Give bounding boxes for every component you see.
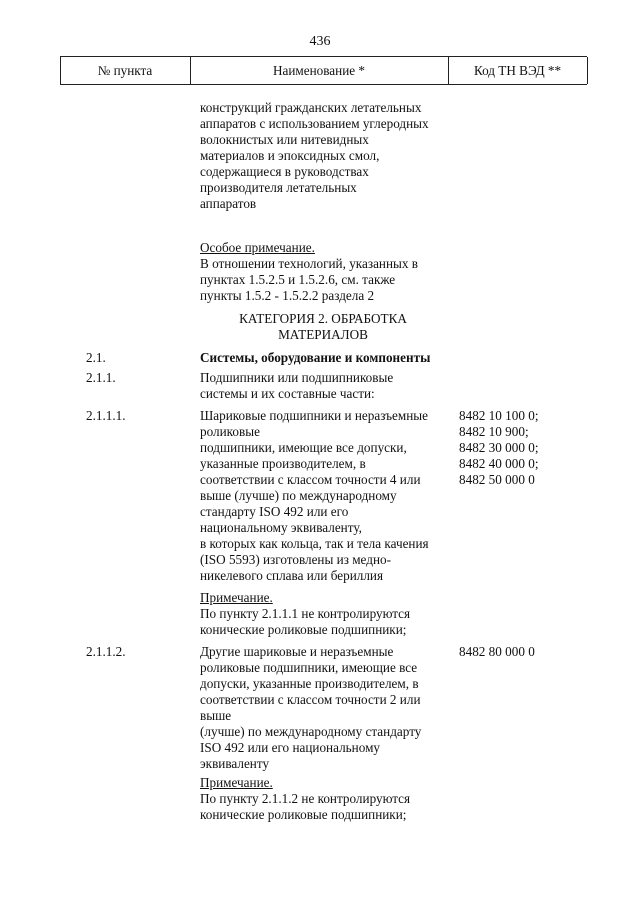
special-note <box>200 240 418 304</box>
text-line: соответствии с классом точности 2 или <box>200 692 421 707</box>
tn-ved-code: 8482 10 100 0; <box>459 408 539 423</box>
text-line: (лучше) по международному стандарту <box>200 724 422 739</box>
text-line: производителя летательных <box>200 180 357 195</box>
text-line: волокнистых или нитевидных <box>200 132 369 147</box>
item-description <box>200 408 429 584</box>
text-line: подшипники, имеющие все допуски, <box>200 440 407 455</box>
tn-ved-code: 8482 50 000 0 <box>459 472 535 487</box>
header-divider <box>587 57 588 84</box>
text-line: По пункту 2.1.1.2 не контролируются <box>200 791 411 806</box>
text-line: пунктах 1.5.2.5 и 1.5.2.6, см. также <box>200 272 396 287</box>
item-number: 2.1.1.1. <box>86 408 126 423</box>
category-line: КАТЕГОРИЯ 2. ОБРАБОТКА <box>239 311 407 326</box>
text-line: системы и их составные части: <box>200 386 375 401</box>
tn-ved-code: 8482 10 900; <box>459 424 529 439</box>
tn-ved-code: 8482 30 000 0; <box>459 440 539 455</box>
text-line: Подшипники или подшипниковые <box>200 370 394 385</box>
text-line: в которых как кольца, так и тела качения <box>200 536 429 551</box>
text-line: допуски, указанные производителем, в <box>200 676 419 691</box>
note <box>200 775 410 823</box>
text-line: аппаратов с использованием углеродных <box>200 116 429 131</box>
tn-ved-code: 8482 40 000 0; <box>459 456 539 471</box>
note-title: Примечание. <box>200 775 273 790</box>
text-line: выше (лучше) по международному <box>200 488 397 503</box>
text-line: Шариковые подшипники и неразъемные <box>200 408 428 423</box>
tn-ved-codes <box>459 644 535 660</box>
text-line: содержащиеся в руководствах <box>200 164 369 179</box>
text-line: конструкций гражданских летательных <box>200 100 422 115</box>
item-description <box>200 370 393 402</box>
text-line: ISO 492 или его национальному <box>200 740 381 755</box>
header-col-name: Наименование * <box>272 63 366 78</box>
category-heading <box>200 311 446 343</box>
header-bottom-rule <box>60 84 587 85</box>
text-line: соответствии с классом точности 4 или <box>200 472 421 487</box>
note-title: Примечание. <box>200 590 273 605</box>
note <box>200 590 410 638</box>
text-line: роликовые подшипники, имеющие все <box>200 660 418 675</box>
text-line: стандарту ISO 492 или его <box>200 504 349 519</box>
text-line: выше <box>200 708 232 723</box>
text-line: По пункту 2.1.1.1 не контролируются <box>200 606 411 621</box>
text-line: конические роликовые подшипники; <box>200 622 407 637</box>
text-line: материалов и эпоксидных смол, <box>200 148 380 163</box>
header-col-code: Код ТН ВЭД ** <box>473 63 562 78</box>
tn-ved-codes <box>459 408 539 488</box>
text-line: Другие шариковые и неразъемные <box>200 644 394 659</box>
item-number: 2.1. <box>86 350 106 365</box>
header-top-rule <box>60 56 587 57</box>
text-line: Системы, оборудование и компоненты <box>200 350 431 365</box>
text-line: пункты 1.5.2 - 1.5.2.2 раздела 2 <box>200 288 375 303</box>
item-number: 2.1.1.2. <box>86 644 126 659</box>
text-line: В отношении технологий, указанных в <box>200 256 419 271</box>
text-line: эквиваленту <box>200 756 270 771</box>
text-line: никелевого сплава или бериллия <box>200 568 384 583</box>
header-col-number: № пункта <box>97 63 153 78</box>
text-line: аппаратов <box>200 196 257 211</box>
item-description <box>200 644 421 772</box>
tn-ved-code: 8482 80 000 0 <box>459 644 535 659</box>
special-note-title: Особое примечание. <box>200 240 315 255</box>
text-line: роликовые <box>200 424 260 439</box>
text-line: национальному эквиваленту, <box>200 520 362 535</box>
section-title <box>200 350 430 366</box>
page-number: 436 <box>309 34 331 49</box>
item-number: 2.1.1. <box>86 370 116 385</box>
text-line: (ISO 5593) изготовлены из медно- <box>200 552 391 567</box>
text-line: конические роликовые подшипники; <box>200 807 407 822</box>
category-line: МАТЕРИАЛОВ <box>278 327 368 342</box>
continuation-text <box>200 100 429 212</box>
text-line: указанные производителем, в <box>200 456 366 471</box>
